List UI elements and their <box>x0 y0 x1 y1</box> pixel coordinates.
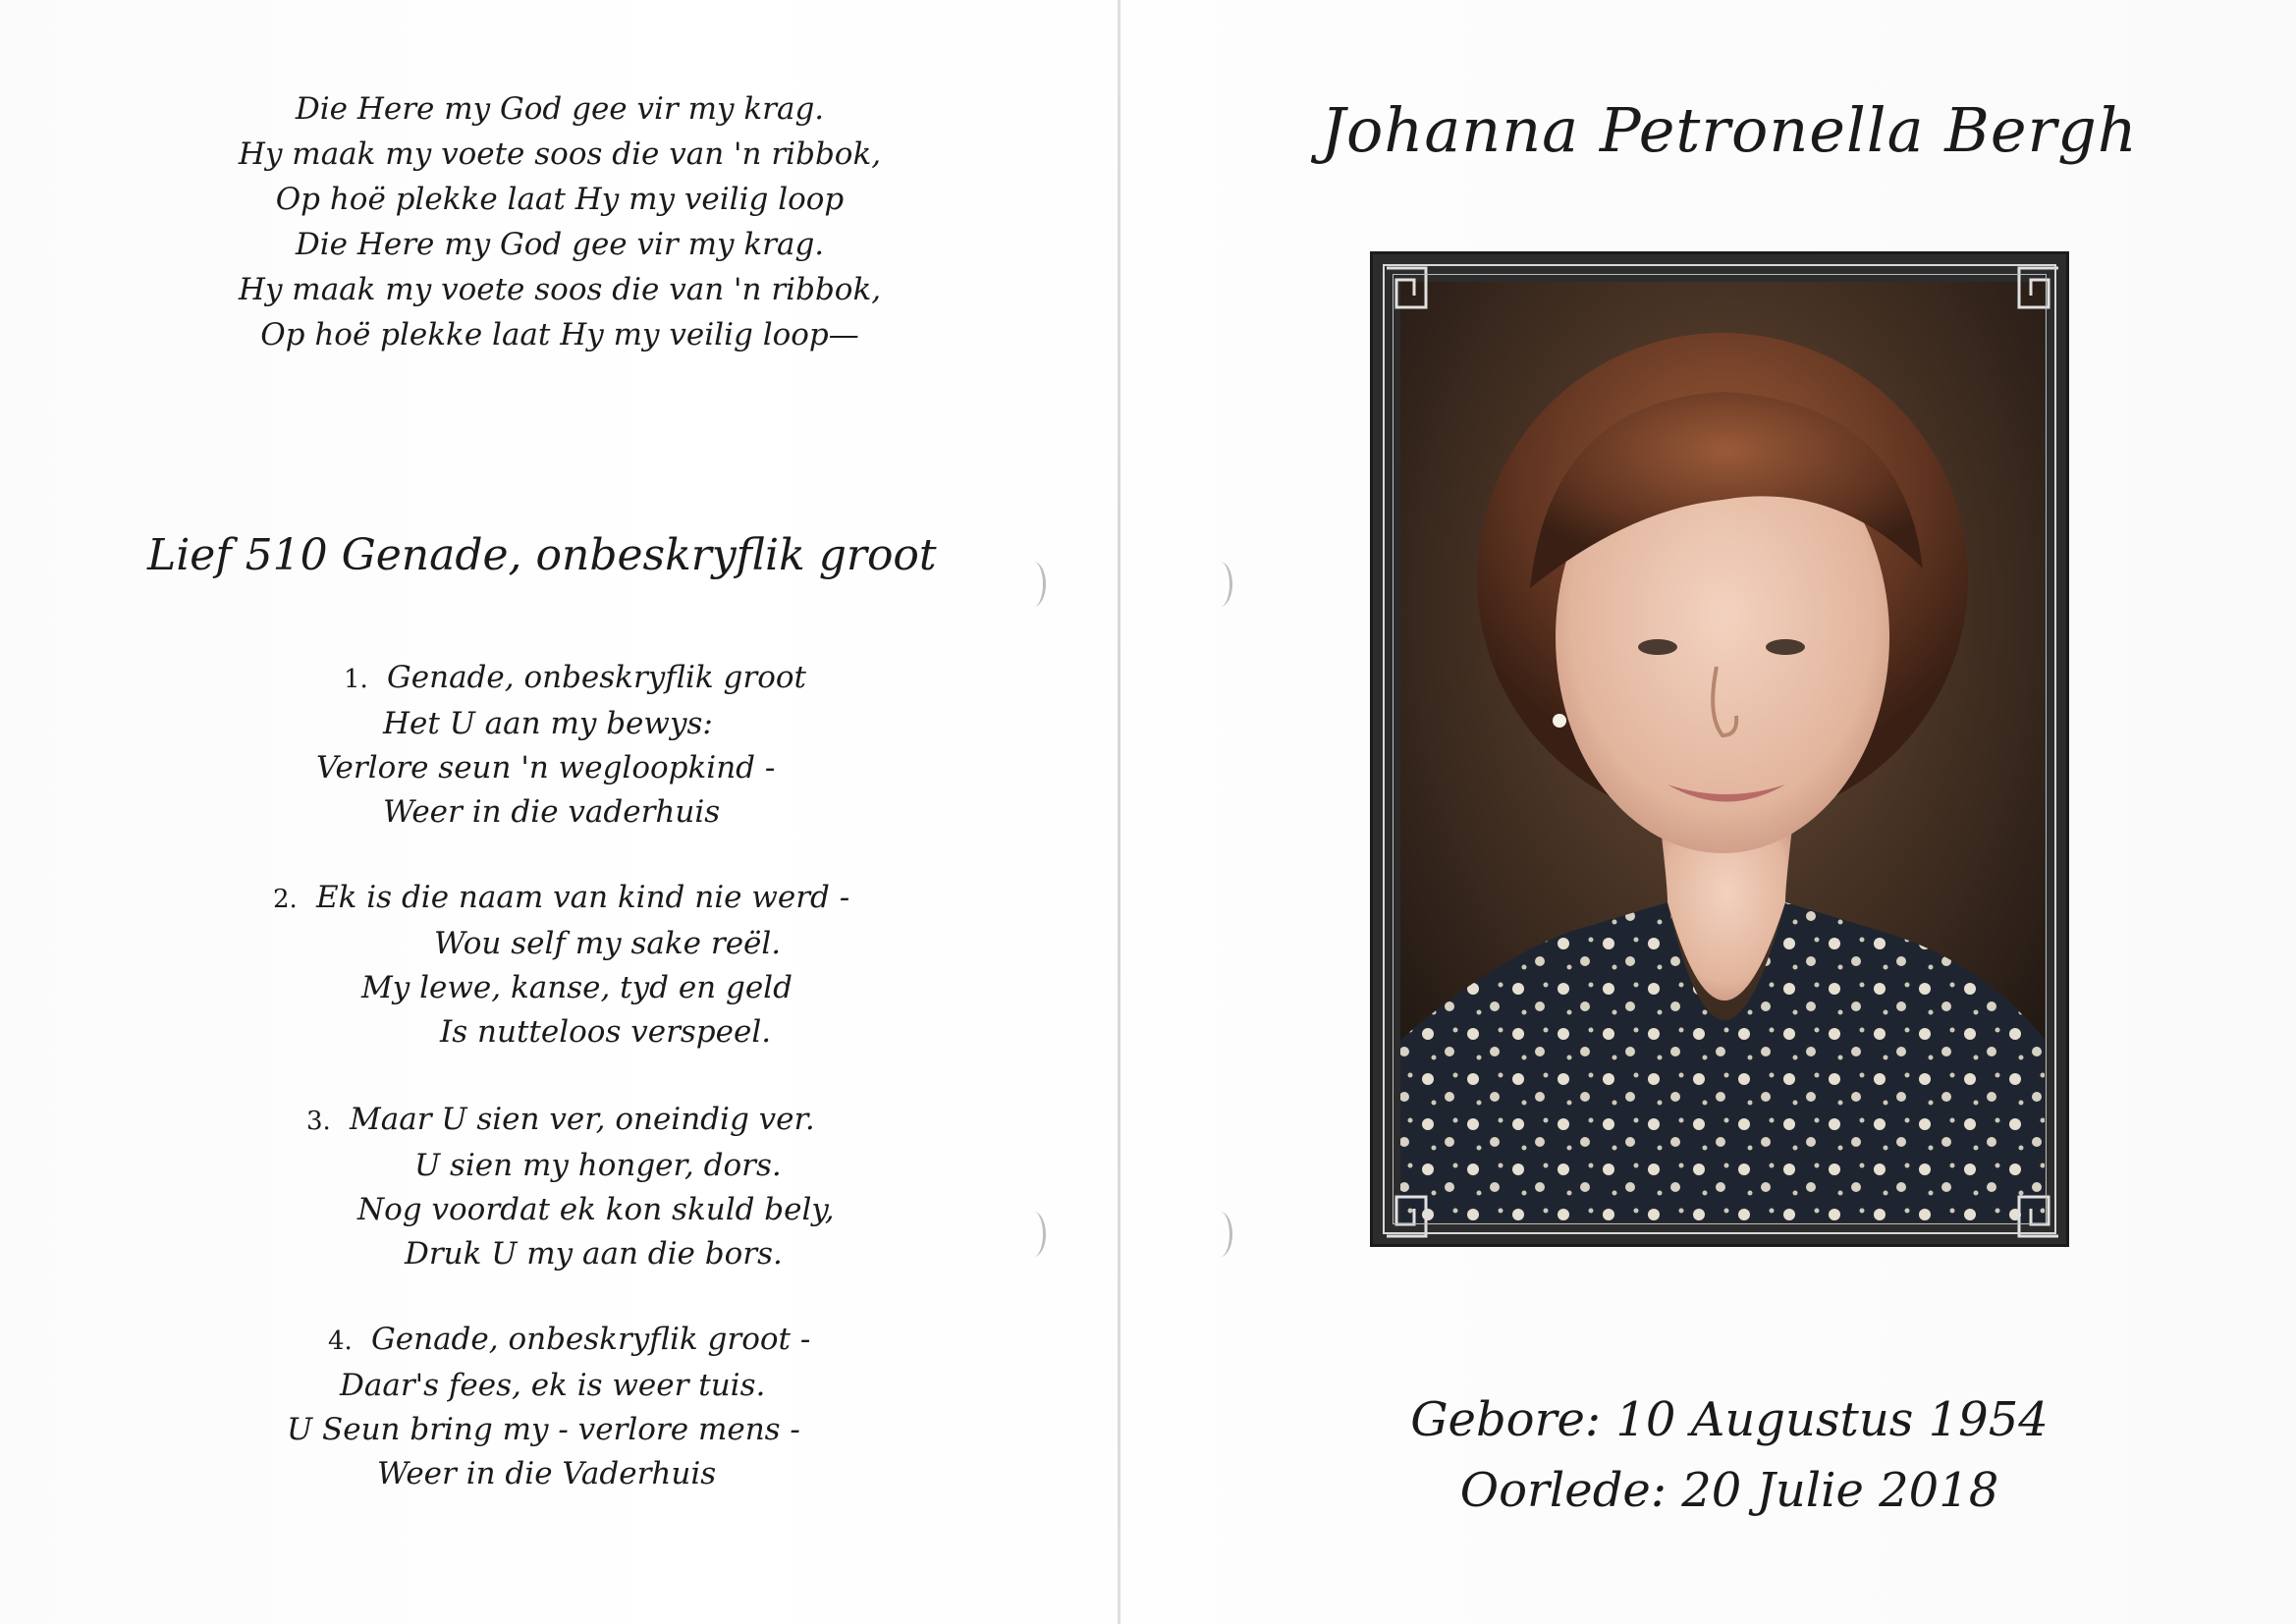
psalm-passage <box>137 86 982 357</box>
verse-line: My lewe, kanse, tyd en geld <box>361 970 793 1005</box>
verse-line: Wou self my sake reël. <box>434 926 782 961</box>
verse-line: Nog voordat ek kon skuld bely, <box>357 1192 835 1227</box>
left-panel <box>0 0 1118 1624</box>
psalm-line: Hy maak my voete soos die van 'n ribbok, <box>238 136 882 172</box>
psalm-line: Hy maak my voete soos die van 'n ribbok, <box>238 272 882 307</box>
verse-line: Daar's fees, ek is weer tuis. <box>340 1368 766 1403</box>
verse-number: 1. <box>344 665 368 694</box>
frame-border-inner <box>1393 274 2047 1224</box>
deceased-name: Johanna Petronella Bergh <box>1321 94 2138 166</box>
verse-line: Genade, onbeskryflik groot - <box>371 1322 811 1357</box>
hymn-verse-2 <box>273 876 849 1055</box>
psalm-line: Die Here my God gee vir my krag. <box>295 227 825 262</box>
verse-number: 2. <box>273 885 298 914</box>
verse-line: Weer in die Vaderhuis <box>377 1456 717 1491</box>
birth-date: Gebore: 10 Augustus 1954 <box>1410 1392 2049 1447</box>
verse-line: Is nutteloos verspeel. <box>440 1014 772 1050</box>
verse-line: U sien my honger, dors. <box>414 1148 782 1183</box>
hymn-verse-3 <box>306 1098 835 1276</box>
hymn-verse-1 <box>316 656 806 835</box>
hymn-verse-4 <box>287 1318 811 1496</box>
life-dates <box>1307 1384 2152 1526</box>
right-panel <box>1121 0 2296 1624</box>
verse-number: 4. <box>328 1326 353 1356</box>
verse-line: Maar U sien ver, oneindig ver. <box>350 1102 815 1137</box>
verse-line: Verlore seun 'n wegloopkind - <box>316 750 776 785</box>
death-date: Oorlede: 20 Julie 2018 <box>1459 1463 1999 1518</box>
verse-line: U Seun bring my - verlore mens - <box>287 1412 800 1447</box>
hymn-title: Lief 510 Genade, onbeskryflik groot <box>147 530 937 580</box>
psalm-line: Op hoë plekke laat Hy my veilig loop— <box>260 317 859 352</box>
verse-line: Genade, onbeskryflik groot <box>387 660 806 695</box>
verse-line: Het U aan my bewys: <box>383 706 713 741</box>
psalm-line: Op hoë plekke laat Hy my veilig loop <box>275 182 845 217</box>
psalm-line: Die Here my God gee vir my krag. <box>295 91 825 127</box>
portrait-frame <box>1370 251 2069 1247</box>
verse-line: Weer in die vaderhuis <box>383 794 721 830</box>
verse-number: 3. <box>306 1107 331 1136</box>
verse-line: Ek is die naam van kind nie werd - <box>316 880 850 915</box>
verse-line: Druk U my aan die bors. <box>405 1236 783 1272</box>
